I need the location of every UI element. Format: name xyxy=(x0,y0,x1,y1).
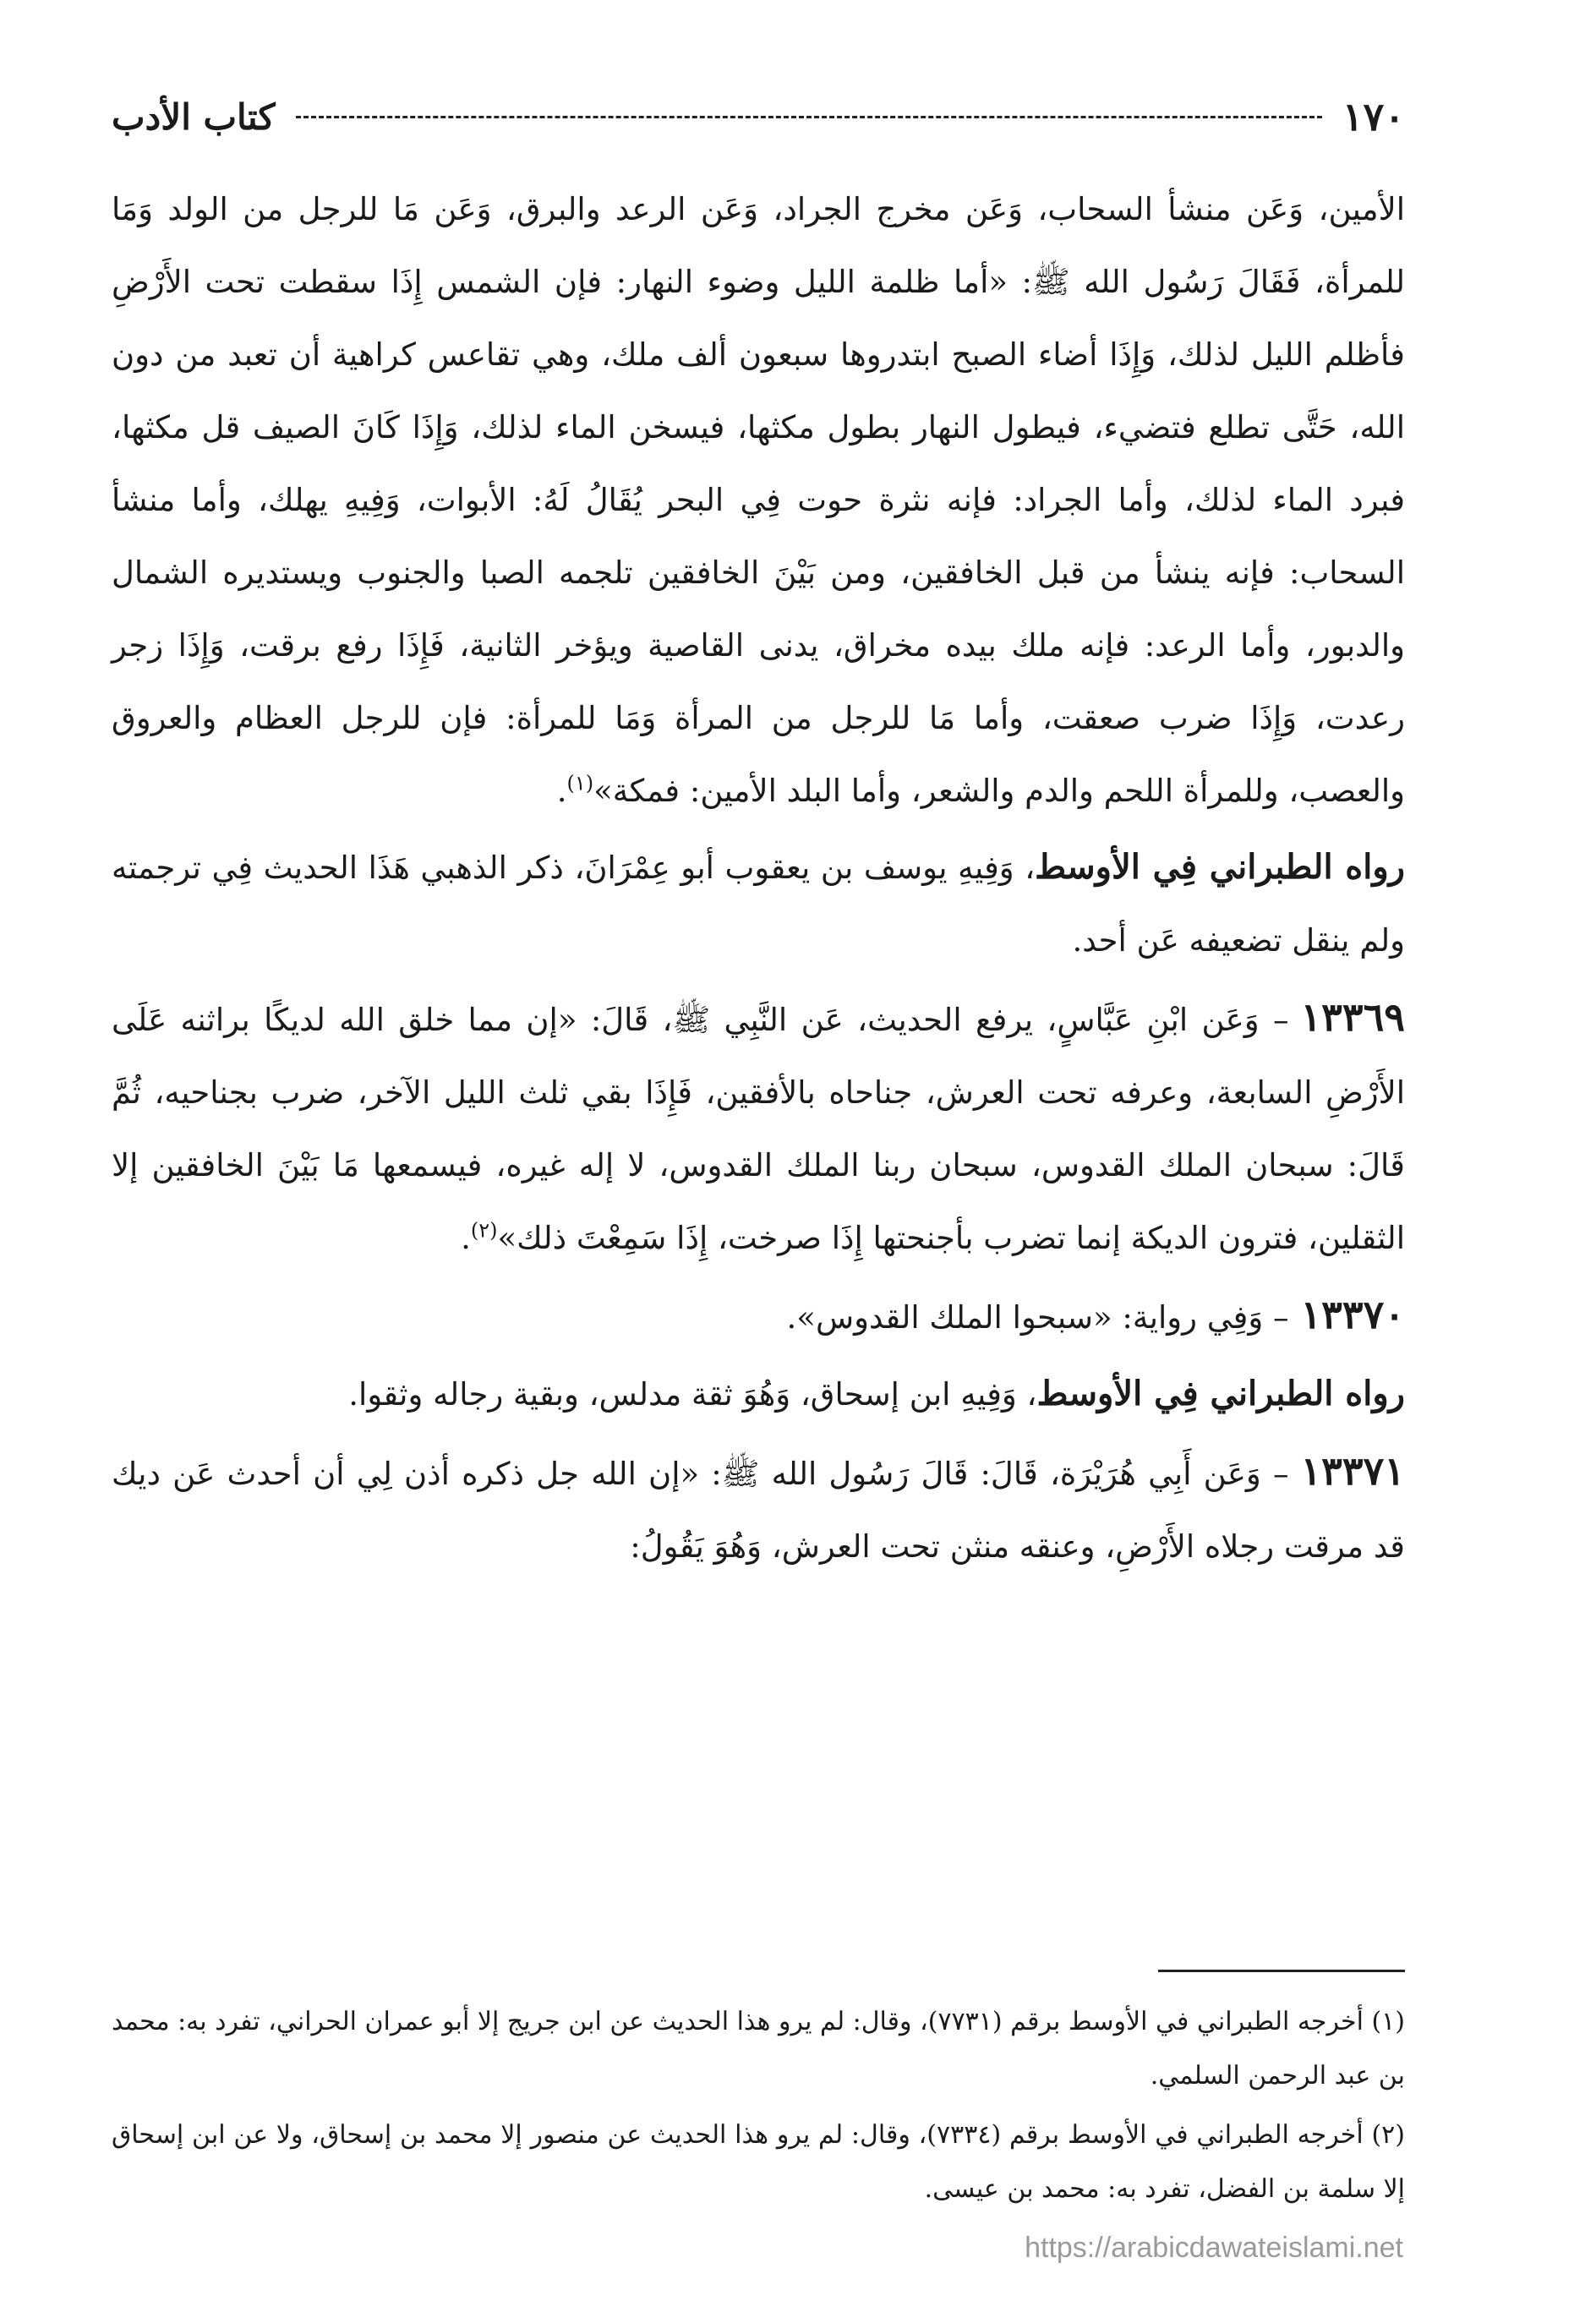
hadith-text: – وَعَن أَبِي هُرَيْرَة، قَالَ: قَالَ رَسُول الله ﷺ: «إن الله جل ذكره أذن لِي أن أحدث عَن ديك قد مرقت رجلاه الأَرْضِ، وعنقه منثن تحت العرش، وَهُوَ يَقُولُ: xyxy=(112,1456,1405,1565)
footnote-separator xyxy=(1158,1970,1405,1972)
hadith-13369: ١٣٣٦٩– وَعَن ابْنِ عَبَّاسٍ، يرفع الحديث، عَن النَّبِي ﷺ، قَالَ: «إن مما خلق الله لديكًا براثنه عَلَى الأَرْضِ السابعة، وعرفه تحت العرش، جناحاه بالأفقين، فَإِذَا بقي ثلث الليل الآخر، ضرب بجناحيه، ثُمَّ قَالَ: سبحان الملك القدوس، سبحان ربنا الملك القدوس، لا إله غيره، فيسمعها مَا بَيْنَ الخافقين إلا الثقلين، فترون الديكة إنما تضرب بأجنحتها إِذَا صرخت، إِذَا سَمِعْتَ ذلك»$^{(٢)}$. xyxy=(112,994,1405,1256)
header-dashed-rule xyxy=(296,116,1322,118)
hadith-text: – وَعَن ابْنِ عَبَّاسٍ، يرفع الحديث، عَن النَّبِي ﷺ، قَالَ: «إن مما خلق الله لديكًا براثنه عَلَى الأَرْضِ السابعة، وعرفه تحت العرش، جناحاه بالأفقين، فَإِذَا بقي ثلث الليل الآخر، ضرب بجناحيه، ثُمَّ قَالَ: سبحان الملك القدوس، سبحان ربنا الملك القدوس، لا إله غيره، فيسمعها مَا بَيْنَ الخافقين إلا الثقلين، فترون الديكة إنما تضرب بأجنحتها إِذَا صرخت، إِذَا سَمِعْتَ ذلك» xyxy=(112,1002,1405,1256)
hadith-number: ١٣٣٦٩ xyxy=(1300,994,1405,1040)
footnote-marker-2: (٢) xyxy=(470,1218,498,1243)
narration-note-text: ، وَفِيهِ ابن إسحاق، وَهُوَ ثقة مدلس، وبقية رجاله وثقوا. xyxy=(348,1376,1037,1413)
source-citation: رواه الطبراني فِي الأوسط xyxy=(1036,1374,1405,1413)
paragraph-continuation: الأمين، وَعَن منشأ السحاب، وَعَن مخرج الجراد، وَعَن الرعد والبرق، وَعَن مَا للرجل من الولد وَمَا للمرأة، فَقَالَ رَسُول الله ﷺ: «أما ظلمة الليل وضوء النهار: فإن الشمس إِذَا سقطت تحت الأَرْضِ فأظلم الليل لذلك، وَإِذَا أضاء الصبح ابتدروها سبعون ألف ملك، وهي تقاعس كراهية أن تعبد من دون الله، حَتَّى تطلع فتضيء، فيطول النهار بطول مكثها، فيسخن الماء لذلك، وَإِذَا كَانَ الصيف قل مكثها، فبرد الماء لذلك، وأما الجراد: فإنه نثرة حوت فِي البحر يُقَالُ لَهُ: الأبوات، وَفِيهِ يهلك، وأما منشأ السحاب: فإنه ينشأ من قبل الخافقين، ومن بَيْنَ الخافقين تلجمه الصبا والجنوب ويستديره الشمال والدبور، وأما الرعد: فإنه ملك بيده مخراق، يدنى القاصية ويؤخر الثانية، فَإِذَا رفع برقت، وَإِذَا زجر رعدت، وَإِذَا ضرب صعقت، وأما مَا للرجل من المرأة وَمَا للمرأة: فإن للرجل العظام والعروق والعصب، وللمرأة اللحم والدم والشعر، وأما البلد الأمين: فمكة»$^{(١)}$. xyxy=(112,191,1405,809)
footnote-1: (١) أخرجه الطبراني في الأوسط برقم (٧٧٣١)، وقال: لم يرو هذا الحديث عن ابن جريج إلا أبو عمران الحراني، تفرد به: محمد بن عبد الرحمن السلمي. xyxy=(112,2007,1406,2091)
main-text xyxy=(112,173,1405,1583)
hadith-number: ١٣٣٧١ xyxy=(1300,1448,1405,1494)
paragraph-text: الأمين، وَعَن منشأ السحاب، وَعَن مخرج الجراد، وَعَن الرعد والبرق، وَعَن مَا للرجل من الولد وَمَا للمرأة، فَقَالَ رَسُول الله ﷺ: «أما ظلمة الليل وضوء النهار: فإن الشمس إِذَا سقطت تحت الأَرْضِ فأظلم الليل لذلك، وَإِذَا أضاء الصبح ابتدروها سبعون ألف ملك، وهي تقاعس كراهية أن تعبد من دون الله، حَتَّى تطلع فتضيء، فيطول النهار بطول مكثها، فيسخن الماء لذلك، وَإِذَا كَانَ الصيف قل مكثها، فبرد الماء لذلك، وأما الجراد: فإنه نثرة حوت فِي البحر يُقَالُ لَهُ: الأبوات، وَفِيهِ يهلك، وأما منشأ السحاب: فإنه ينشأ من قبل الخافقين، ومن بَيْنَ الخافقين تلجمه الصبا والجنوب ويستديره الشمال والدبور، وأما الرعد: فإنه ملك بيده مخراق، يدنى القاصية ويؤخر الثانية، فَإِذَا رفع برقت، وَإِذَا زجر رعدت، وَإِذَا ضرب صعقت، وأما مَا للرجل من المرأة وَمَا للمرأة: فإن للرجل العظام والعروق والعصب، وللمرأة اللحم والدم والشعر، وأما البلد الأمين: فمكة» xyxy=(112,191,1405,809)
narration-note xyxy=(112,1358,1405,1431)
watermark-url: https://arabicdawateislami.net xyxy=(1025,2232,1403,2264)
footnote-2: (٢) أخرجه الطبراني في الأوسط برقم (٧٣٣٤)، وقال: لم يرو هذا الحديث عن منصور إلا محمد بن إسحاق، ولا عن ابن إسحاق إلا سلمة بن الفضل، تفرد به: محمد بن عيسى. xyxy=(112,2120,1405,2204)
page-header xyxy=(112,90,1405,144)
footnotes xyxy=(112,1995,1405,2222)
footnote-marker-1: (١) xyxy=(566,771,594,795)
hadith-13371 xyxy=(112,1435,1405,1583)
hadith-13370 xyxy=(112,1278,1405,1354)
hadith-number: ١٣٣٧٠ xyxy=(1300,1292,1405,1337)
book-title: كتاب الأدب xyxy=(112,96,276,138)
hadith-text: – وَفِي رواية: «سبحوا الملك القدوس». xyxy=(786,1299,1289,1336)
narration-note xyxy=(112,831,1405,977)
page-number: ١٧٠ xyxy=(1342,94,1405,139)
narration-note-text: ، وَفِيهِ يوسف بن يعقوب أبو عِمْرَانَ، ذكر الذهبي هَذَا الحديث فِي ترجمته ولم ينقل تضعيفه عَن أحد. xyxy=(112,850,1405,959)
source-citation: رواه الطبراني فِي الأوسط xyxy=(1035,847,1406,887)
